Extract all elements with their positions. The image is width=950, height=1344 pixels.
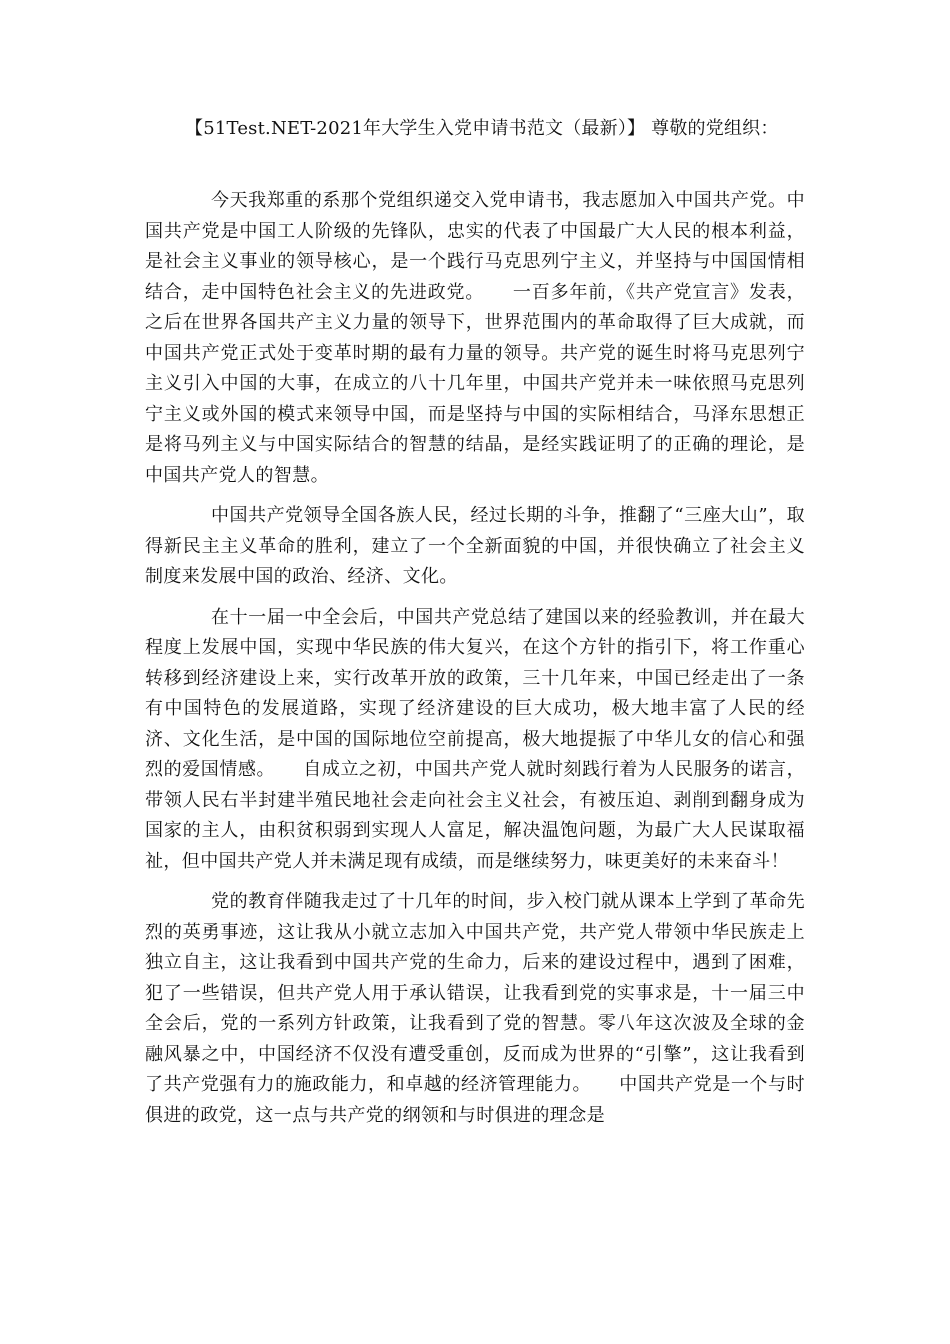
document-body (145, 186, 805, 1141)
paragraph-2: 中国共产党领导全国各族人民，经过长期的斗争，推翻了“三座大山”，取得新民主主义革命的胜利，建立了一个全新面貌的中国，并很快确立了社会主义制度来发展中国的政治、经济、文化。 (145, 505, 805, 587)
document-header: 【51Test.NET-2021年大学生入党申请书范文（最新）】 尊敬的党组织： (185, 118, 779, 139)
paragraph-1: 今天我郑重的系那个党组织递交入党申请书，我志愿加入中国共产党。中国共产党是中国工人阶级的先锋队，忠实的代表了中国最广大人民的根本利益，是社会主义事业的领导核心，是一个践行马克思列宁主义，并坚持与中国国情相结合，走中国特色社会主义的先进政党。 一百多年前，《共产党宣言》发表，之后在世界各国共产主义力量的领导下，世界范围内的革命取得了巨大成就，而中国共产党正式处于变革时期的最有力量的领导。共产党的诞生时将马克思列宁主义引入中国的大事，在成立的八十几年里，中国共产党并未一味依照马克思列宁主义或外国的模式来领导中国，而是坚持与中国的实际相结合，马泽东思想正是将马列主义与中国实际结合的智慧的结晶，是经实践证明了的正确的理论，是中国共产党人的智慧。 (145, 190, 805, 486)
paragraph-4: 党的教育伴随我走过了十几年的时间，步入校门就从课本上学到了革命先烈的英勇事迹，这让我从小就立志加入中国共产党，共产党人带领中华民族走上独立自主，这让我看到中国共产党的生命力，后来的建设过程中，遇到了困难，犯了一些错误，但共产党人用于承认错误，让我看到党的实事求是，十一届三中全会后，党的一系列方针政策，让我看到了党的智慧。零八年这次波及全球的金融风暴之中，中国经济不仅没有遭受重创，反而成为世界的“引擎”，这让我看到了共产党强有力的施政能力，和卓越的经济管理能力。 中国共产党是一个与时俱进的政党，这一点与共产党的纲领和与时俱进的理念是 (145, 891, 805, 1126)
paragraph-3: 在十一届一中全会后，中国共产党总结了建国以来的经验教训，并在最大程度上发展中国，实现中华民族的伟大复兴，在这个方针的指引下，将工作重心转移到经济建设上来，实行改革开放的政策，三十几年来，中国已经走出了一条有中国特色的发展道路，实现了经济建设的巨大成功，极大地丰富了人民的经济、文化生活，是中国的国际地位空前提高，极大地提振了中华儿女的信心和强烈的爱国情感。 自成立之初，中国共产党人就时刻践行着为人民服务的诺言，带领人民右半封建半殖民地社会走向社会主义社会，有被压迫、剥削到翻身成为国家的主人，由积贫积弱到实现人人富足，解决温饱问题，为最广大人民谋取福祉，但中国共产党人并未满足现有成绩，而是继续努力，味更美好的未来奋斗！ (145, 606, 805, 872)
